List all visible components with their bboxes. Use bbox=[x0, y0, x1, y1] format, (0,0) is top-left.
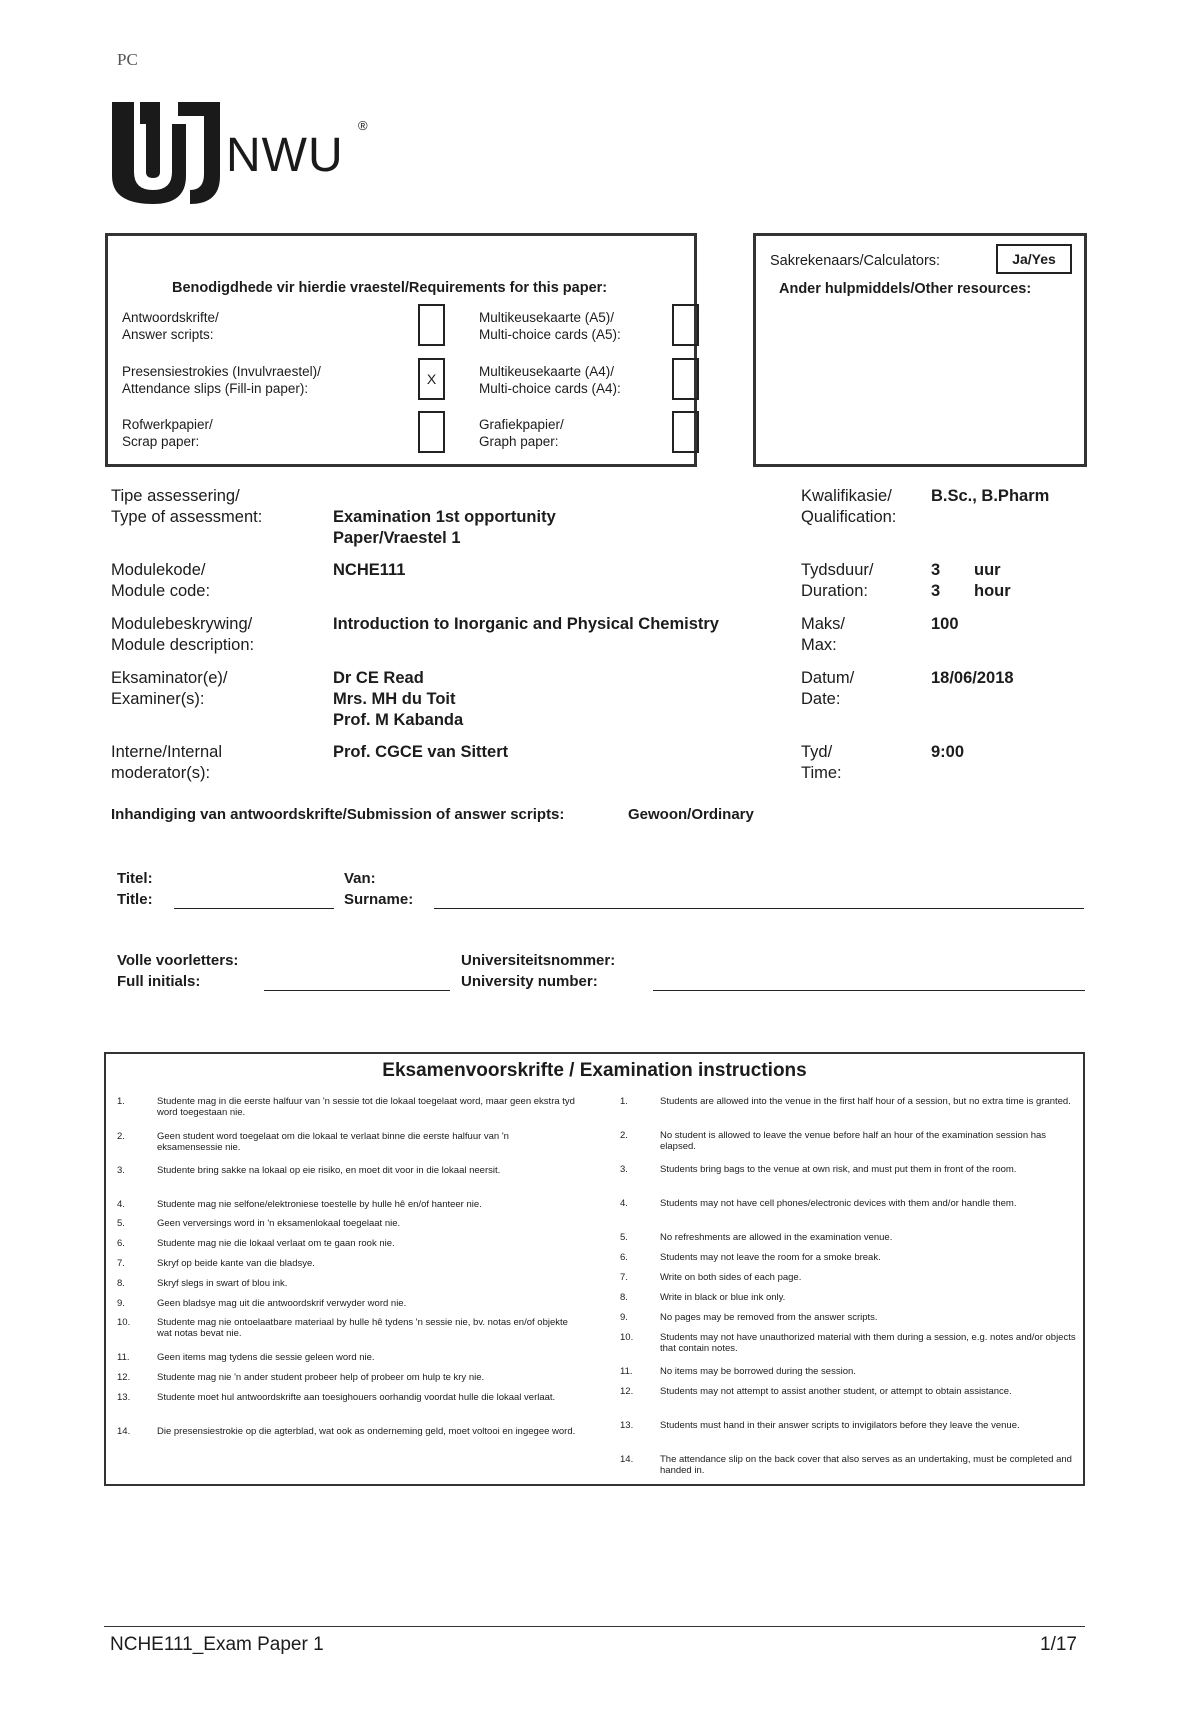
multi-choice-a4-label: Multikeusekaarte (A4)/ Multi-choice cards (A4): bbox=[479, 364, 621, 396]
surname-field[interactable] bbox=[434, 908, 1084, 909]
corner-mark: PC bbox=[117, 50, 138, 69]
graph-paper-checkbox[interactable] bbox=[672, 411, 699, 453]
answer-scripts-label: Antwoordskrifte/ Answer scripts: bbox=[122, 310, 219, 342]
logo-text: NWU bbox=[226, 129, 344, 182]
footer-page-number: 1/17 bbox=[1040, 1634, 1077, 1655]
date-label: Datum/ Date: bbox=[801, 669, 855, 708]
duration-unit: uur hour bbox=[974, 561, 1011, 600]
submission-label: Inhandiging van antwoordskrifte/Submission of answer scripts: bbox=[111, 806, 565, 823]
max-label: Maks/ Max: bbox=[801, 615, 846, 654]
footer-divider bbox=[104, 1626, 1085, 1627]
scrap-paper-label: Rofwerkpapier/ Scrap paper: bbox=[122, 417, 213, 449]
date-value: 18/06/2018 bbox=[931, 669, 1014, 687]
type-of-assessment-label: Tipe assessering/ Type of assessment: bbox=[111, 487, 263, 526]
initials-field[interactable] bbox=[264, 990, 450, 991]
time-label: Tyd/ Time: bbox=[801, 743, 842, 782]
type-of-assessment-value: Examination 1st opportunity Paper/Vraestel 1 bbox=[333, 508, 556, 547]
requirements-title: Benodigdhede vir hierdie vraestel/Requirements for this paper: bbox=[172, 280, 608, 296]
examiners-label: Eksaminator(e)/ Examiner(s): bbox=[111, 669, 228, 708]
module-code-value: NCHE111 bbox=[333, 561, 406, 579]
footer-document-name: NCHE111_Exam Paper 1 bbox=[110, 1634, 324, 1655]
initials-field-label: Volle voorletters: Full initials: bbox=[117, 952, 239, 990]
duration-label: Tydsduur/ Duration: bbox=[801, 561, 874, 600]
instructions-english: 1. Students are allowed into the venue in the first half hour of a session, but no extra time is granted. 2. No student is allowed to leave the venue before half an hour of the examination session has elapsed. 3. Students bring bags to the venue at own risk, and must put them in front of the room. 4. Students may not have cell phones/electronic devices with them and/or handle them. 5. No refreshments are allowed in the examination venue. 6. Students may not leave the room for a smoke break. 7. Write on both sides of each page. 8. Write in black or blue ink only. 9. No pages may be removed from the answer scripts. 10. Students may not have unauthorized material with them during a session, e.g. notes and/or objects that contain notes. 11. No items may be borrowed during the session. 12. Students may not attempt to assist another student, or attempt to obtain assistance. 13. Students must hand in their answer scripts to invigilators before they leave the venue. 14. The attendance slip on the back cover that also serves as an undertaking, must be completed and handed in. bbox=[620, 1096, 1076, 1476]
registered-mark: ® bbox=[358, 118, 368, 133]
scrap-paper-checkbox[interactable] bbox=[418, 411, 445, 453]
graph-paper-label: Grafiekpapier/ Graph paper: bbox=[479, 417, 564, 449]
university-number-field[interactable] bbox=[653, 990, 1085, 991]
submission-value: Gewoon/Ordinary bbox=[628, 806, 754, 823]
duration-value: 3 3 bbox=[931, 561, 941, 600]
moderator-label: Interne/Internal moderator(s): bbox=[111, 743, 222, 782]
calculators-label: Sakrekenaars/Calculators: bbox=[770, 253, 941, 269]
title-field[interactable] bbox=[174, 908, 334, 909]
instructions-afrikaans: 1. Studente mag in die eerste halfuur van 'n sessie tot die lokaal toegelaat word, maar geen ekstra tyd word toegestaan nie. 2. Geen student word toegelaat om die lokaal te verlaat binne die eerste halfuur van 'n eksamensessie nie. 3. Studente bring sakke na lokaal op eie risiko, en moet dit voor in die lokaal neersit. 4. Studente mag nie selfone/elektroniese toestelle by hulle hê en/of hanteer nie. 5. Geen verversings word in 'n eksamenlokaal toegelaat nie. 6. Studente mag nie die lokaal verlaat om te gaan rook nie. 7. Skryf op beide kante van die bladsye. 8. Skryf slegs in swart of blou ink. 9. Geen bladsye mag uit die antwoordskrif verwyder word nie. 10. Studente mag nie ontoelaatbare materiaal by hulle hê tydens 'n sessie nie, bv. notas en/of objekte wat notas bevat nie. 11. Geen items mag tydens die sessie geleen word nie. 12. Studente mag nie 'n ander student probeer help of probeer om hulp te kry nie. 13. Studente moet hul antwoordskrifte aan toesighouers oorhandig voordat hulle die lokaal verlaat. 14. Die presensiestrokie op die agterblad, wat ook as onderneming geld, moet voltooi en ingegee word. bbox=[117, 1096, 576, 1437]
surname-field-label: Van: Surname: bbox=[344, 870, 414, 908]
multi-choice-a5-label: Multikeusekaarte (A5)/ Multi-choice cards (A5): bbox=[479, 310, 621, 342]
qualification-label: Kwalifikasie/ Qualification: bbox=[801, 487, 897, 526]
multi-choice-a5-checkbox[interactable] bbox=[672, 304, 699, 346]
title-field-label: Titel: Title: bbox=[117, 870, 153, 908]
time-value: 9:00 bbox=[931, 743, 965, 761]
calculators-value: Ja/Yes bbox=[996, 244, 1072, 274]
examiners-value: Dr CE Read Mrs. MH du Toit Prof. M Kabanda bbox=[333, 669, 464, 729]
other-resources-label: Ander hulpmiddels/Other resources: bbox=[779, 281, 1032, 297]
nwu-logo-icon bbox=[106, 98, 226, 206]
qualification-value: B.Sc., B.Pharm bbox=[931, 487, 1050, 505]
multi-choice-a4-checkbox[interactable] bbox=[672, 358, 699, 400]
moderator-value: Prof. CGCE van Sittert bbox=[333, 743, 509, 761]
answer-scripts-checkbox[interactable] bbox=[418, 304, 445, 346]
instructions-title: Eksamenvoorskrifte / Examination instructions bbox=[382, 1060, 807, 1081]
attendance-slips-label: Presensiestrokies (Invulvraestel)/ Attendance slips (Fill-in paper): bbox=[122, 364, 321, 396]
module-description-label: Modulebeskrywing/ Module description: bbox=[111, 615, 255, 654]
module-code-label: Modulekode/ Module code: bbox=[111, 561, 211, 600]
attendance-slips-checkbox[interactable]: X bbox=[418, 358, 445, 400]
university-number-label: Universiteitsnommer: University number: bbox=[461, 952, 616, 990]
max-value: 100 bbox=[931, 615, 959, 633]
module-description-value: Introduction to Inorganic and Physical Chemistry bbox=[333, 615, 719, 633]
